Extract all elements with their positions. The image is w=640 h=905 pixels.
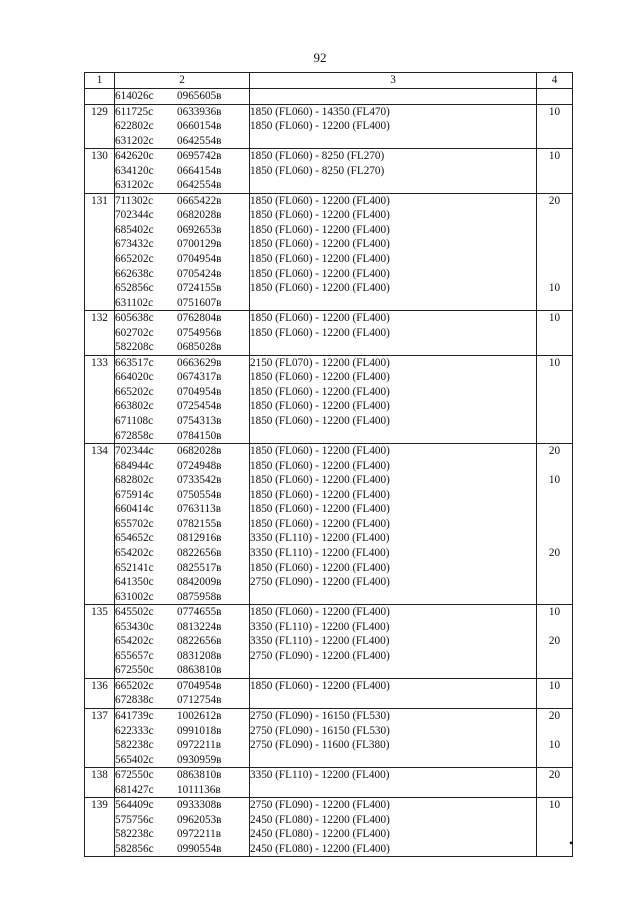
altitude-range: 1850 (FL060) - 12200 (FL400)	[250, 312, 390, 325]
table-row	[85, 193, 573, 310]
value	[537, 267, 572, 282]
latitude-code: 611725c	[115, 105, 154, 118]
row-number: 138	[85, 768, 115, 798]
longitude-code: 0712754в	[177, 694, 222, 707]
coordinate-pair	[115, 649, 249, 664]
longitude-code: 0991018в	[177, 724, 222, 737]
row-number	[85, 89, 115, 105]
altitude-range: 3350 (FL110) - 12200 (FL400)	[250, 532, 390, 545]
longitude-code: 0642554в	[177, 134, 222, 147]
altitude-range: 1850 (FL060) - 12200 (FL400)	[250, 488, 390, 501]
value-cell	[537, 444, 573, 605]
latitude-code: 664020c	[115, 371, 154, 384]
longitude-code: 0842009в	[177, 576, 222, 589]
altitude-range: 1850 (FL060) - 12200 (FL400)	[250, 561, 390, 574]
longitude-code: 0704954в	[177, 385, 222, 398]
coordinate-pair	[115, 149, 249, 164]
coordinate-pair	[115, 105, 249, 120]
header-col-2: 2	[115, 73, 250, 89]
value	[537, 223, 572, 238]
longitude-code: 0660154в	[177, 120, 222, 133]
longitude-code: 1002612в	[177, 709, 222, 722]
value: 10	[548, 312, 561, 325]
latitude-code: 672858c	[115, 429, 154, 442]
coordinate-pair	[115, 89, 249, 104]
value: 20	[548, 445, 561, 458]
coordinate-pair	[115, 252, 249, 267]
altitude-range: 1850 (FL060) - 14350 (FL470)	[250, 105, 390, 118]
coordinate-pair	[115, 783, 249, 798]
coordinates-cell	[115, 708, 250, 767]
longitude-code: 0962053в	[177, 813, 222, 826]
value: 20	[548, 546, 561, 559]
coordinate-pair	[115, 399, 249, 414]
coordinates-cell	[115, 605, 250, 679]
altitude-range: 2750 (FL090) - 12200 (FL400)	[250, 576, 390, 589]
altitude-range: 2450 (FL080) - 12200 (FL400)	[250, 842, 390, 855]
latitude-code: 702344c	[115, 445, 154, 458]
coordinates-cell	[115, 678, 250, 708]
latitude-code: 622333c	[115, 724, 154, 737]
latitude-code: 663517c	[115, 356, 154, 369]
latitude-code: 575756c	[115, 813, 154, 826]
coordinate-pair	[115, 340, 249, 355]
coordinate-pair	[115, 531, 249, 546]
row-number: 129	[85, 104, 115, 149]
coordinate-pair	[115, 164, 249, 179]
longitude-code: 0933308в	[177, 799, 222, 812]
latitude-code: 684944c	[115, 459, 154, 472]
altitude-range: 1850 (FL060) - 12200 (FL400)	[250, 400, 390, 413]
table-row	[85, 311, 573, 356]
longitude-code: 0700129в	[177, 238, 222, 251]
longitude-code: 0990554в	[177, 842, 222, 855]
coordinate-pair	[115, 296, 249, 311]
altitude-range: 1850 (FL060) - 12200 (FL400)	[250, 474, 390, 487]
altitude-range-cell	[250, 798, 537, 857]
coordinate-pair	[115, 663, 249, 678]
latitude-code: 672550c	[115, 664, 154, 677]
latitude-code: 641350c	[115, 576, 154, 589]
longitude-code: 0663629в	[177, 356, 222, 369]
longitude-code: 0762804в	[177, 312, 222, 325]
longitude-code: 0930959в	[177, 753, 222, 766]
longitude-code: 0692653в	[177, 223, 222, 236]
latitude-code: 652141c	[115, 561, 154, 574]
latitude-code: 702344c	[115, 209, 154, 222]
coordinates-cell	[115, 104, 250, 149]
longitude-code: 0863810в	[177, 769, 222, 782]
altitude-range: 3350 (FL110) - 12200 (FL400)	[250, 620, 390, 633]
value: 10	[548, 799, 561, 812]
altitude-range: 1850 (FL060) - 12200 (FL400)	[250, 517, 390, 530]
coordinate-pair	[115, 768, 249, 783]
altitude-range-cell	[250, 193, 537, 310]
altitude-range-cell	[250, 678, 537, 708]
value	[537, 517, 572, 532]
altitude-range: 1850 (FL060) - 8250 (FL270)	[250, 150, 385, 163]
longitude-code: 0633936в	[177, 105, 222, 118]
longitude-code: 0724155в	[177, 282, 222, 295]
longitude-code: 0875958в	[177, 590, 222, 603]
altitude-range: 1850 (FL060) - 12200 (FL400)	[250, 415, 390, 428]
header-col-3: 3	[250, 73, 537, 89]
value-cell	[537, 149, 573, 194]
longitude-code: 0724948в	[177, 459, 222, 472]
coordinate-pair	[115, 753, 249, 768]
table-row	[85, 768, 573, 798]
value: 10	[548, 356, 561, 369]
table-row	[85, 678, 573, 708]
coordinate-pair	[115, 134, 249, 149]
coordinate-pair	[115, 414, 249, 429]
coordinate-pair	[115, 517, 249, 532]
longitude-code: 0750554в	[177, 488, 222, 501]
longitude-code: 0813224в	[177, 620, 222, 633]
value: 10	[548, 739, 561, 752]
coordinate-pair	[115, 356, 249, 371]
table-row	[85, 104, 573, 149]
latitude-code: 642620c	[115, 150, 154, 163]
altitude-range: 1850 (FL060) - 12200 (FL400)	[250, 238, 390, 251]
longitude-code: 0682028в	[177, 209, 222, 222]
value: 10	[548, 606, 561, 619]
longitude-code: 0822656в	[177, 546, 222, 559]
longitude-code: 0705424в	[177, 267, 222, 280]
longitude-code: 0825517в	[177, 561, 222, 574]
latitude-code: 655657c	[115, 649, 154, 662]
value	[537, 488, 572, 503]
table-row	[85, 149, 573, 194]
altitude-range: 1850 (FL060) - 12200 (FL400)	[250, 503, 390, 516]
coordinate-pair	[115, 326, 249, 341]
value: 10	[548, 105, 561, 118]
latitude-code: 631002c	[115, 590, 154, 603]
latitude-code: 672550c	[115, 769, 154, 782]
coordinates-cell	[115, 768, 250, 798]
longitude-code: 0725454в	[177, 400, 222, 413]
coordinate-pair	[115, 473, 249, 488]
altitude-range-cell	[250, 355, 537, 443]
row-number: 133	[85, 355, 115, 443]
altitude-range: 1850 (FL060) - 12200 (FL400)	[250, 326, 390, 339]
altitude-range-cell	[250, 149, 537, 194]
latitude-code: 645502c	[115, 606, 154, 619]
altitude-range-cell	[250, 311, 537, 356]
value-cell	[537, 104, 573, 149]
coordinate-pair	[115, 119, 249, 134]
latitude-code: 631202c	[115, 134, 154, 147]
longitude-code: 0674317в	[177, 371, 222, 384]
row-number: 135	[85, 605, 115, 679]
value	[537, 459, 572, 474]
table-body	[85, 89, 573, 857]
latitude-code: 605638c	[115, 312, 154, 325]
longitude-code: 0812916в	[177, 532, 222, 545]
longitude-code: 0682028в	[177, 445, 222, 458]
altitude-range: 1850 (FL060) - 12200 (FL400)	[250, 282, 390, 295]
altitude-range-cell	[250, 89, 537, 105]
value	[537, 208, 572, 223]
coordinate-pair	[115, 385, 249, 400]
value-cell	[537, 708, 573, 767]
altitude-range: 3350 (FL110) - 12200 (FL400)	[250, 769, 390, 782]
table-row	[85, 798, 573, 857]
longitude-code: 0665422в	[177, 194, 222, 207]
latitude-code: 582208c	[115, 341, 154, 354]
longitude-code: 0642554в	[177, 179, 222, 192]
coordinates-cell	[115, 444, 250, 605]
value	[537, 502, 572, 517]
altitude-range: 2750 (FL090) - 11600 (FL380)	[250, 739, 390, 752]
altitude-range: 1850 (FL060) - 12200 (FL400)	[250, 209, 390, 222]
latitude-code: 682802c	[115, 474, 154, 487]
coordinate-pair	[115, 724, 249, 739]
latitude-code: 673432c	[115, 238, 154, 251]
table-header	[85, 73, 573, 89]
header-col-1: 1	[85, 73, 115, 89]
altitude-range: 2750 (FL090) - 12200 (FL400)	[250, 649, 390, 662]
row-number: 134	[85, 444, 115, 605]
longitude-code: 0972211в	[177, 739, 222, 752]
table-row	[85, 605, 573, 679]
coordinate-pair	[115, 502, 249, 517]
altitude-range: 1850 (FL060) - 12200 (FL400)	[250, 371, 390, 384]
longitude-code: 0831208в	[177, 649, 222, 662]
longitude-code: 0685028в	[177, 341, 222, 354]
latitude-code: 582856c	[115, 842, 154, 855]
latitude-code: 654202c	[115, 635, 154, 648]
value-cell	[537, 89, 573, 105]
altitude-range: 1850 (FL060) - 12200 (FL400)	[250, 445, 390, 458]
altitude-range: 1850 (FL060) - 12200 (FL400)	[250, 120, 390, 133]
altitude-range: 1850 (FL060) - 12200 (FL400)	[250, 459, 390, 472]
coordinate-pair	[115, 444, 249, 459]
row-number: 136	[85, 678, 115, 708]
latitude-code: 685402c	[115, 223, 154, 236]
longitude-code: 0763113в	[177, 503, 222, 516]
longitude-code: 0754313в	[177, 415, 222, 428]
value: 20	[548, 635, 561, 648]
coordinate-pair	[115, 693, 249, 708]
value-cell	[537, 355, 573, 443]
coordinate-pair	[115, 194, 249, 209]
altitude-range: 2750 (FL090) - 16150 (FL530)	[250, 724, 390, 737]
coordinate-pair	[115, 178, 249, 193]
coordinate-pair	[115, 679, 249, 694]
latitude-code: 672838c	[115, 694, 154, 707]
altitude-range: 1850 (FL060) - 8250 (FL270)	[250, 164, 385, 177]
latitude-code: 665202c	[115, 385, 154, 398]
latitude-code: 614026c	[115, 90, 154, 102]
table-row	[85, 444, 573, 605]
value: 20	[548, 709, 561, 722]
longitude-code: 0704954в	[177, 679, 222, 692]
latitude-code: 665202c	[115, 253, 154, 266]
value	[537, 620, 572, 635]
coordinate-pair	[115, 459, 249, 474]
row-number: 137	[85, 708, 115, 767]
coordinate-pair	[115, 813, 249, 828]
altitude-range: 1850 (FL060) - 12200 (FL400)	[250, 385, 390, 398]
altitude-range: 2150 (FL070) - 12200 (FL400)	[250, 356, 390, 369]
value: 20	[548, 769, 561, 782]
coordinates-cell	[115, 149, 250, 194]
longitude-code: 0664154в	[177, 164, 222, 177]
coordinates-cell	[115, 311, 250, 356]
coordinate-pair	[115, 798, 249, 813]
header-col-4: 4	[537, 73, 573, 89]
altitude-range-cell	[250, 708, 537, 767]
coordinates-cell	[115, 355, 250, 443]
row-number: 131	[85, 193, 115, 310]
latitude-code: 631102c	[115, 296, 154, 309]
coordinate-pair	[115, 709, 249, 724]
altitude-range-cell	[250, 444, 537, 605]
row-number: 130	[85, 149, 115, 194]
latitude-code: 652856c	[115, 282, 154, 295]
coordinate-pair	[115, 429, 249, 444]
coordinate-pair	[115, 223, 249, 238]
table-row	[85, 89, 573, 105]
altitude-range: 2750 (FL090) - 16150 (FL530)	[250, 709, 390, 722]
latitude-code: 681427c	[115, 783, 154, 796]
latitude-code: 565402c	[115, 753, 154, 766]
latitude-code: 662638c	[115, 267, 154, 280]
page-number: 92	[313, 50, 327, 65]
altitude-range: 1850 (FL060) - 12200 (FL400)	[250, 679, 390, 692]
coordinates-cell	[115, 89, 250, 105]
value: 20	[548, 194, 561, 207]
coordinate-pair	[115, 590, 249, 605]
coordinate-pair	[115, 370, 249, 385]
coordinates-cell	[115, 798, 250, 857]
longitude-code: 0774655в	[177, 606, 222, 619]
coordinates-table	[84, 72, 573, 857]
coordinate-pair	[115, 575, 249, 590]
coordinate-pair	[115, 281, 249, 296]
longitude-code: 0754956в	[177, 326, 222, 339]
value: 10	[548, 150, 561, 163]
altitude-range-cell	[250, 605, 537, 679]
latitude-code: 582238c	[115, 828, 154, 841]
coordinate-pair	[115, 237, 249, 252]
stray-mark: •	[569, 836, 574, 850]
longitude-code: 0733542в	[177, 474, 222, 487]
value	[537, 237, 572, 252]
longitude-code: 0972211в	[177, 828, 222, 841]
latitude-code: 641739c	[115, 709, 154, 722]
value: 10	[548, 679, 561, 692]
latitude-code: 631202c	[115, 179, 154, 192]
longitude-code: 0863810в	[177, 664, 222, 677]
coordinate-pair	[115, 267, 249, 282]
longitude-code: 0822656в	[177, 635, 222, 648]
latitude-code: 634120c	[115, 164, 154, 177]
latitude-code: 582238c	[115, 739, 154, 752]
latitude-code: 653430c	[115, 620, 154, 633]
table-row	[85, 355, 573, 443]
longitude-code: 0784150в	[177, 429, 222, 442]
latitude-code: 655702c	[115, 517, 154, 530]
latitude-code: 602702c	[115, 326, 154, 339]
longitude-code: 0965605в	[177, 90, 222, 102]
longitude-code: 0782155в	[177, 517, 222, 530]
altitude-range: 3350 (FL110) - 12200 (FL400)	[250, 635, 390, 648]
coordinate-pair	[115, 738, 249, 753]
latitude-code: 654652c	[115, 532, 154, 545]
altitude-range: 1850 (FL060) - 12200 (FL400)	[250, 223, 390, 236]
coordinate-pair	[115, 842, 249, 857]
latitude-code: 665202c	[115, 679, 154, 692]
altitude-range: 2450 (FL080) - 12200 (FL400)	[250, 828, 390, 841]
coordinate-pair	[115, 546, 249, 561]
value-cell	[537, 193, 573, 310]
longitude-code: 0695742в	[177, 150, 222, 163]
latitude-code: 671108c	[115, 415, 154, 428]
altitude-range: 1850 (FL060) - 12200 (FL400)	[250, 267, 390, 280]
altitude-range: 1850 (FL060) - 12200 (FL400)	[250, 606, 390, 619]
latitude-code: 622802c	[115, 120, 154, 133]
value	[537, 531, 572, 546]
longitude-code: 0751607в	[177, 296, 222, 309]
coordinate-pair	[115, 208, 249, 223]
latitude-code: 654202c	[115, 546, 154, 559]
row-number: 132	[85, 311, 115, 356]
altitude-range: 2450 (FL080) - 12200 (FL400)	[250, 813, 390, 826]
longitude-code: 1011136в	[177, 783, 221, 796]
altitude-range: 1850 (FL060) - 12200 (FL400)	[250, 194, 390, 207]
row-number: 139	[85, 798, 115, 857]
latitude-code: 675914c	[115, 488, 154, 501]
value: 10	[548, 282, 561, 295]
latitude-code: 663802c	[115, 400, 154, 413]
value-cell	[537, 798, 573, 857]
value	[537, 252, 572, 267]
coordinate-pair	[115, 561, 249, 576]
altitude-range: 3350 (FL110) - 12200 (FL400)	[250, 546, 390, 559]
coordinate-pair	[115, 605, 249, 620]
value-cell	[537, 768, 573, 798]
coordinate-pair	[115, 311, 249, 326]
value	[537, 724, 572, 739]
altitude-range: 2750 (FL090) - 12200 (FL400)	[250, 799, 390, 812]
table-row	[85, 708, 573, 767]
coordinate-pair	[115, 634, 249, 649]
coordinate-pair	[115, 488, 249, 503]
altitude-range-cell	[250, 768, 537, 798]
coordinate-pair	[115, 620, 249, 635]
latitude-code: 564409c	[115, 799, 154, 812]
coordinates-cell	[115, 193, 250, 310]
value-cell	[537, 311, 573, 356]
altitude-range: 1850 (FL060) - 12200 (FL400)	[250, 253, 390, 266]
longitude-code: 0704954в	[177, 253, 222, 266]
value: 10	[548, 474, 561, 487]
latitude-code: 660414c	[115, 503, 154, 516]
value-cell	[537, 678, 573, 708]
coordinate-pair	[115, 827, 249, 842]
latitude-code: 711302c	[115, 194, 154, 207]
value-cell	[537, 605, 573, 679]
altitude-range-cell	[250, 104, 537, 149]
